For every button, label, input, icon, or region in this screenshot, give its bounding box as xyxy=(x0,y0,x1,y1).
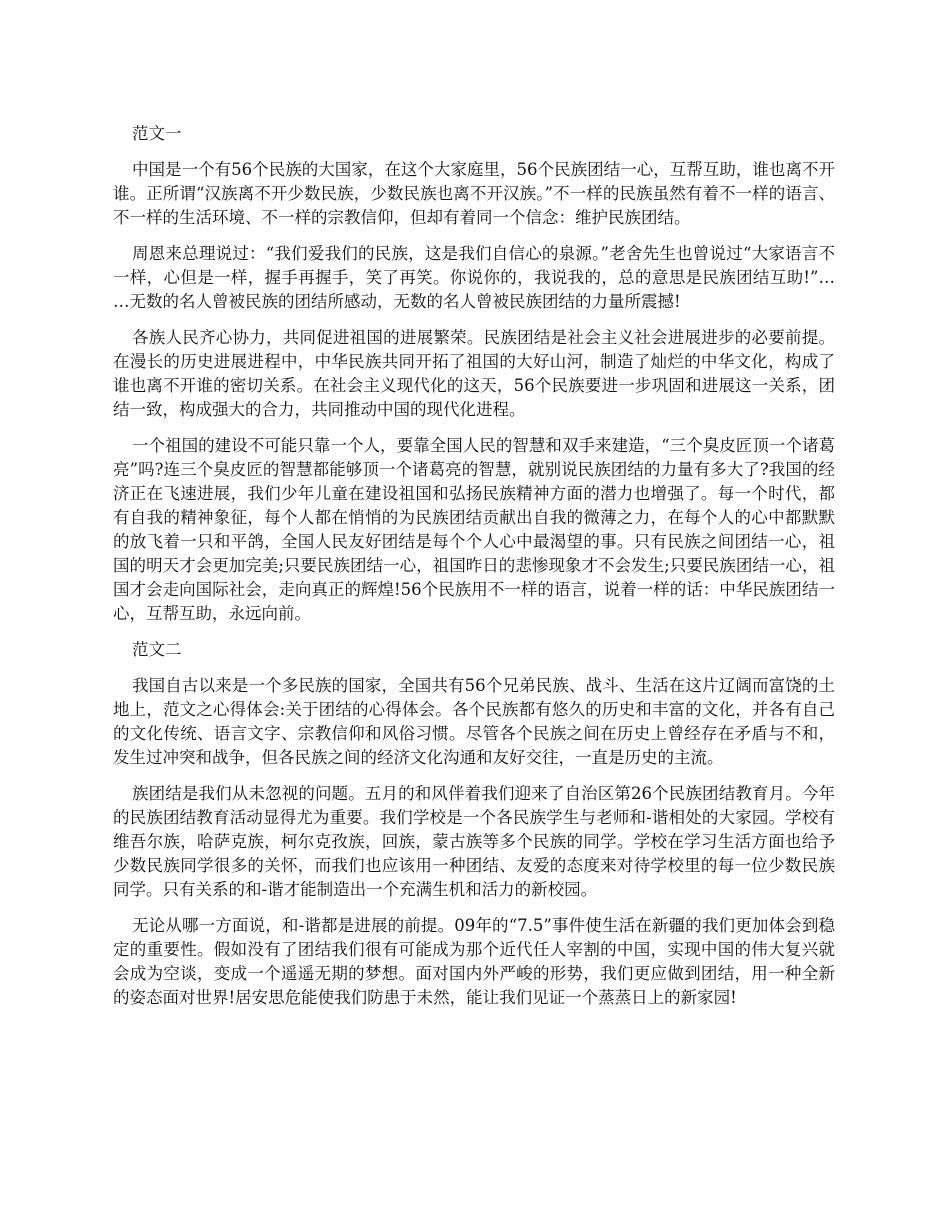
document-body xyxy=(113,122,835,1022)
paragraph: 族团结是我们从未忽视的问题。五月的和风伴着我们迎来了自治区第26个民族团结教育月。今年的民族团结教育活动显得尤为重要。我们学校是一个各民族学生与老师和-谐相处的大家园。学校有维吾尔族，哈萨克族，柯尔克孜族，回族，蒙古族等多个民族的同学。学校在学习生活方面也给予少数民族同学很多的关怀，而我们也应该用一种团结、友爱的态度来对待学校里的每一位少数民族同学。只有关系的和-谐才能制造出一个充满生机和活力的新校园。 xyxy=(113,784,835,899)
section-heading-2: 范文二 xyxy=(132,640,182,659)
paragraph: 无论从哪一方面说，和-谐都是进展的前提。09年的“7.5”事件使生活在新疆的我们更加体会到稳定的重要性。假如没有了团结我们很有可能成为那个近代任人宰割的中国，实现中国的伟大复兴就会成为空谈，变成一个遥遥无期的梦想。面对国内外严峻的形势，我们更应做到团结，用一种全新的姿态面对世界!居安思危能使我们防患于未然，能让我们见证一个蒸蒸日上的新家园! xyxy=(113,916,835,1007)
paragraph: 周恩来总理说过：“我们爱我们的民族，这是我们自信心的泉源。”老舍先生也曾说过“大家语言不一样，心但是一样，握手再握手，笑了再笑。你说你的，我说我的，总的意思是民族团结互助!”……无数的名人曾被民族的团结所感动，无数的名人曾被民族团结的力量所震撼! xyxy=(113,244,835,311)
paragraph: 各族人民齐心协力，共同促进祖国的进展繁荣。民族团结是社会主义社会进展进步的必要前提。在漫长的历史进展进程中，中华民族共同开拓了祖国的大好山河，制造了灿烂的中华文化，构成了谁也离不开谁的密切关系。在社会主义现代化的这天，56个民族要进一步巩固和进展这一关系，团结一致，构成强大的合力，共同推动中国的现代化进程。 xyxy=(113,328,835,419)
paragraph: 一个祖国的建设不可能只靠一个人，要靠全国人民的智慧和双手来建造，“三个臭皮匠顶一个诸葛亮”吗?连三个臭皮匠的智慧都能够顶一个诸葛亮的智慧，就别说民族团结的力量有多大了?我国的经济正在飞速进展，我们少年儿童在建设祖国和弘扬民族精神方面的潜力也增强了。每一个时代，都有自我的精神象征，每个人都在悄悄的为民族团结贡献出自我的微薄之力，在每个人的心中都默默的放飞着一只和平鸽，全国人民友好团结是每个个人心中最渴望的事。只有民族之间团结一心，祖国的明天才会更加完美;只要民族团结一心，祖国昨日的悲惨现象才不会发生;只要民族团结一心，祖国才会走向国际社会，走向真正的辉煌!56个民族用不一样的语言，说着一样的话：中华民族团结一心，互帮互助，永远向前。 xyxy=(113,436,835,623)
section-heading-1: 范文一 xyxy=(132,124,182,143)
paragraph: 中国是一个有56个民族的大国家，在这个大家庭里，56个民族团结一心，互帮互助，谁也离不开谁。正所谓“汉族离不开少数民族，少数民族也离不开汉族。”不一样的民族虽然有着不一样的语言、不一样的生活环境、不一样的宗教信仰，但却有着同一个信念：维护民族团结。 xyxy=(113,160,835,227)
paragraph: 我国自古以来是一个多民族的国家，全国共有56个兄弟民族、战斗、生活在这片辽阔而富饶的土地上，范文之心得体会:关于团结的心得体会。各个民族都有悠久的历史和丰富的文化，并各有自己的文化传统、语言文字、宗教信仰和风俗习惯。尽管各个民族之间在历史上曾经存在矛盾与不和，发生过冲突和战争，但各民族之间的经济文化沟通和友好交往，一直是历史的主流。 xyxy=(113,676,835,767)
